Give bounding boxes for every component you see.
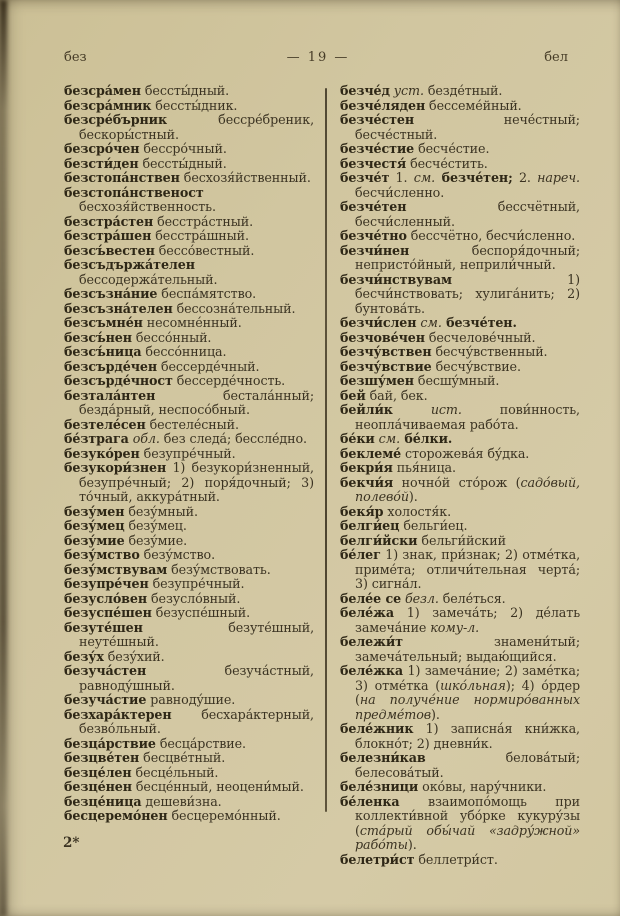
translation-text: ); 4) о́рдер ( (355, 677, 580, 707)
headword: безсъзна́телен (64, 300, 173, 316)
headword: безу́мствувам (64, 561, 168, 577)
dictionary-entry (340, 853, 580, 868)
headword: белги́йски (340, 532, 418, 548)
dictionary-entry (64, 432, 314, 447)
usage-label: на получе́ние нормиро́ванных предме́тов (355, 692, 580, 722)
running-head-right: бел (544, 50, 568, 65)
translation-text: дешеви́зна. (141, 793, 222, 809)
translation-text: взаимопо́мощь при коллекти́вной убо́рке кукуру́зы ( (355, 793, 580, 838)
translation-text: бай, бек. (365, 387, 428, 403)
headword: безстра́стен (64, 213, 154, 229)
headword: безусло́вен (64, 590, 148, 606)
translation-text: бессерде́чный. (157, 358, 260, 374)
dictionary-entry (64, 780, 314, 795)
headword: белезни́кав (340, 750, 426, 765)
translation-text: бессеме́йный. (425, 97, 522, 113)
dictionary-entry (64, 186, 314, 215)
headword: безчу́вствен (340, 344, 432, 359)
dictionary-entry (340, 316, 580, 331)
translation-text: бесхозя́йственность. (79, 199, 216, 214)
headword: безуча́стен (64, 663, 147, 678)
dictionary-entry (340, 664, 580, 722)
usage-label: см. (413, 170, 436, 185)
translation-text: бесхара́ктерный, безво́льный. (79, 706, 314, 736)
translation-text: безде́тный. (423, 83, 503, 98)
dictionary-entry (340, 142, 580, 157)
dictionary-entry (64, 345, 314, 360)
headword: белги́ец (340, 518, 400, 533)
dictionary-entry (340, 751, 580, 780)
translation-text: бессро́чный. (139, 141, 227, 156)
translation-text: бесчелове́чный. (424, 329, 536, 345)
dictionary-entry (340, 374, 580, 389)
dictionary-entry (64, 708, 314, 737)
translation-text: бесчи́сленно. (355, 184, 445, 200)
headword: безчи́слен (340, 315, 417, 330)
dictionary-entry (64, 577, 314, 592)
translation-text: безу́хий. (103, 648, 165, 664)
headword: безу́мство (64, 547, 140, 562)
translation-text: бесчу́вствие. (431, 358, 521, 374)
dictionary-entry (64, 650, 314, 665)
headword: бе́лки. (400, 431, 453, 446)
translation-text: бесстра́шный. (151, 228, 249, 243)
usage-label: см. (374, 431, 401, 446)
headword: безсъмне́н (64, 315, 143, 330)
headword: беле́зници (340, 779, 419, 794)
dictionary-entry (64, 418, 314, 433)
headword: безуте́шен (64, 619, 143, 635)
translation-text: 1) записна́я кни́жка, блокно́т; 2) дневни́к. (355, 721, 580, 751)
translation-text: бессчётный, бесчи́сленный. (355, 199, 580, 229)
headword: безукори́знен (64, 460, 167, 475)
dictionary-entry (340, 635, 580, 664)
headword: безшу́мен (340, 373, 414, 388)
dictionary-entry (64, 157, 314, 172)
dictionary-entry (340, 345, 580, 360)
dictionary-entry (340, 432, 580, 447)
page-number: — 19 — (286, 50, 350, 65)
usage-label: ист. (392, 402, 462, 417)
headword: безче́стен (340, 112, 415, 127)
headword: беклеме́ (340, 445, 402, 461)
translation-text: 1) замеча́ние; 2) заме́тка; 3) отме́тка ( (355, 663, 580, 693)
headword: беле́жник (340, 721, 414, 736)
headword: безсъ́ница (64, 344, 142, 359)
translation-text: бестеле́сный. (145, 416, 239, 432)
dictionary-entry (64, 171, 314, 186)
translation-text: безу́мствовать. (167, 561, 271, 577)
usage-label: обл. (128, 431, 160, 446)
translation-text: 1) безукори́зненный, безупре́чный; 2) поря́дочный; 3) то́чный, аккура́тный. (79, 460, 314, 504)
translation-text: бесчу́вственный. (431, 344, 548, 359)
headword: безчи́нствувам (340, 271, 452, 287)
headword: безче́тен; (435, 170, 513, 185)
translation-text: бессозна́тельный. (172, 300, 296, 316)
translation-text: ). (431, 706, 440, 722)
translation-text: бесцеремо́нный. (167, 808, 281, 823)
translation-text: холостя́к. (383, 503, 452, 519)
dictionary-entry (64, 519, 314, 534)
headword: безцве́тен (64, 750, 140, 765)
translation-text: беспоря́дочный; непристо́йный, неприли́чный. (355, 242, 580, 272)
dictionary-entry (340, 592, 580, 607)
headword: безсъ́вестен (64, 242, 155, 258)
dictionary-entry (64, 302, 314, 317)
headword: безче́тен. (441, 315, 517, 330)
translation-text: 1) замеча́ть; 2) де́лать замеча́ние (355, 605, 580, 635)
translation-text: бесхозя́йственный. (179, 170, 311, 185)
headword: безче́ляден (340, 97, 426, 113)
headword: безсре́бърник (64, 112, 168, 127)
translation-text: несомне́нный. (142, 315, 242, 330)
translation-text: ночно́й сто́рож ( (393, 474, 521, 490)
headword: безце́ница (64, 793, 142, 809)
translation-text: 2. (512, 170, 538, 185)
translation-text: равноду́шие. (146, 692, 236, 707)
translation-text: беле́ться. (438, 590, 506, 606)
dictionary-entry (340, 548, 580, 592)
headword: бекя́р (340, 503, 384, 519)
headword: бейли́к (340, 402, 393, 417)
headword: безче́т (340, 170, 390, 185)
usage-label: садо́вый, полево́й (355, 474, 580, 504)
dictionary-entry (64, 244, 314, 259)
translation-text: безу́мный. (124, 503, 198, 519)
headword: бе́лег (340, 547, 381, 562)
translation-text: бессчётно, бесчи́сленно. (406, 228, 576, 243)
dictionary-entry (64, 374, 314, 389)
translation-text: бессты́дный. (140, 83, 230, 98)
headword: белетри́ст (340, 851, 415, 867)
dictionary-entry (64, 809, 314, 824)
dictionary-entry (64, 534, 314, 549)
headword: бе́ленка (340, 793, 400, 809)
headword: безу́мие (64, 532, 125, 548)
dictionary-entry (64, 215, 314, 230)
headword: безупре́чен (64, 576, 149, 591)
dictionary-entry (64, 447, 314, 462)
translation-text: безупре́чный. (139, 445, 236, 461)
headword: безуспе́шен (64, 605, 152, 620)
dictionary-entry (64, 360, 314, 375)
headword: безсра́мен (64, 83, 141, 98)
translation-text: без следа́; бессле́дно. (159, 431, 307, 446)
dictionary-entry (340, 331, 580, 346)
headword: безче́стие (340, 141, 415, 156)
dictionary-entry (340, 534, 580, 549)
translation-text: безу́мие. (124, 532, 188, 548)
translation-text: беспа́мятство. (157, 286, 257, 301)
headword: безстопа́нствен (64, 170, 180, 185)
dictionary-entry (64, 258, 314, 287)
usage-label: уст. (389, 83, 424, 98)
headword: безстра́шен (64, 228, 152, 243)
translation-text: бестала́нный; безда́рный, неспосо́бный. (79, 387, 314, 417)
dictionary-entry (64, 795, 314, 810)
headword: безца́рствие (64, 735, 156, 751)
translation-text: бессре́бреник, бескоры́стный. (79, 112, 314, 142)
dictionary-entry (340, 113, 580, 142)
dictionary-entry (64, 505, 314, 520)
headword: безуча́стие (64, 692, 147, 707)
translation-text: безуте́шный, неуте́шный. (79, 619, 314, 649)
headword: безу́мец (64, 518, 125, 533)
dictionary-entry (340, 273, 580, 317)
dictionary-entry (64, 99, 314, 114)
usage-label: нареч. (537, 170, 580, 185)
translation-text: бесстра́стный. (153, 213, 254, 229)
headword: безсра́мник (64, 97, 152, 113)
dictionary-entry (64, 592, 314, 607)
dictionary-entry (64, 229, 314, 244)
dictionary-entry (340, 157, 580, 172)
translation-text: бессо́нница. (141, 344, 227, 359)
headword: безсърде́чност (64, 373, 173, 388)
headword: безсърде́чен (64, 358, 158, 374)
translation-text: безуча́стный, равноду́шный. (79, 663, 314, 693)
translation-text: бесца́рствие. (155, 735, 246, 751)
dictionary-entry (64, 113, 314, 142)
dictionary-entry (64, 766, 314, 781)
translation-text: бессты́дник. (151, 97, 238, 113)
translation-text: белова́тый; белесова́тый. (355, 750, 580, 780)
headword: бекри́я (340, 460, 393, 475)
headword: бележи́т (340, 634, 403, 649)
right-column (340, 84, 580, 867)
signature-mark: 2* (63, 835, 80, 851)
dictionary-entry (64, 389, 314, 418)
headword: безсти́ден (64, 155, 139, 171)
translation-text: ). (408, 489, 418, 504)
dictionary-entry (64, 621, 314, 650)
translation-text: 1) бесчи́нствовать; хулига́нить; 2) бунтова́ть. (355, 271, 580, 316)
translation-text: ). (407, 837, 417, 852)
dictionary-entry (64, 737, 314, 752)
translation-text: бельги́йский (417, 532, 506, 548)
translation-text: бесче́стить. (406, 155, 488, 171)
translation-text: бессодержа́тельный. (79, 271, 218, 287)
headword: беле́е се (340, 590, 402, 606)
dictionary-entry (64, 142, 314, 157)
scan-edge-shadow (0, 0, 7, 916)
translation-text: бессерде́чность. (172, 373, 286, 388)
running-head-left: без (64, 50, 87, 65)
dictionary-entry (64, 563, 314, 578)
headword: бей (340, 387, 366, 403)
translation-text: сторожева́я бу́дка. (401, 445, 530, 461)
dictionary-entry (340, 389, 580, 404)
translation-text: бесце́льный. (131, 764, 219, 780)
dictionary-entry (340, 795, 580, 853)
dictionary-entry (340, 244, 580, 273)
headword: безтала́нтен (64, 387, 156, 403)
dictionary-entry (340, 99, 580, 114)
translation-text: бессо́нный. (131, 329, 212, 345)
headword: безтеле́сен (64, 416, 146, 432)
dictionary-entry (340, 360, 580, 375)
translation-text: пья́ница. (392, 460, 456, 475)
translation-text: бельги́ец. (399, 518, 468, 533)
translation-text: бесшу́мный. (413, 373, 500, 388)
dictionary-entry (340, 780, 580, 795)
usage-label: см. (416, 315, 442, 330)
translation-text: беллетри́ст. (414, 851, 498, 867)
translation-text: 1. (389, 170, 414, 185)
translation-text: бесче́стие. (414, 141, 490, 156)
translation-text: пови́нность, неопла́чиваемая рабо́та. (355, 402, 580, 432)
headword: безсро́чен (64, 141, 140, 156)
dictionary-entry (64, 693, 314, 708)
dictionary-entry (340, 171, 580, 200)
translation-text: безусло́вный. (147, 590, 241, 606)
dictionary-entry (340, 461, 580, 476)
dictionary-entry (64, 331, 314, 346)
usage-label: безл. (401, 590, 439, 606)
translation-text: безу́мство. (139, 547, 216, 562)
translation-text: бессо́вестный. (154, 242, 255, 258)
dictionary-entry (64, 664, 314, 693)
headword: безу́мен (64, 503, 125, 519)
headword: безхара́ктерен (64, 706, 172, 722)
dictionary-entry (340, 447, 580, 462)
dictionary-entry (64, 84, 314, 99)
headword: беле́жка (340, 663, 404, 678)
headword: безце́лен (64, 764, 132, 780)
translation-text: безуспе́шный. (151, 605, 251, 620)
translation-text: безу́мец. (124, 518, 187, 533)
translation-text: око́вы, нару́чники. (418, 779, 547, 794)
headword: бе́зтрага (64, 431, 129, 446)
page-header (64, 50, 582, 68)
headword: безчи́нен (340, 242, 410, 258)
dictionary-entry (340, 722, 580, 751)
headword: безчове́чен (340, 329, 425, 345)
usage-label: кому-л. (430, 619, 480, 635)
dictionary-entry (64, 461, 314, 505)
dictionary-columns (64, 84, 580, 867)
usage-label: ста́рый обы́чай «задру́жной» рабо́ты (355, 822, 580, 852)
headword: безсъзна́ние (64, 286, 158, 301)
dictionary-entry (340, 200, 580, 229)
headword: безче́д (340, 83, 390, 98)
headword: безсъ́нен (64, 329, 132, 345)
dictionary-entry (340, 476, 580, 505)
dictionary-entry (340, 84, 580, 99)
translation-text: нече́стный; бесче́стный. (355, 112, 580, 142)
dictionary-entry (64, 751, 314, 766)
dictionary-entry (340, 606, 580, 635)
headword: бекчи́я (340, 474, 394, 490)
headword: безсъдържа́телен (64, 257, 195, 272)
dictionary-entry (340, 403, 580, 432)
dictionary-entry (340, 229, 580, 244)
headword: безстопа́нственост (64, 184, 204, 200)
translation-text: безупре́чный. (148, 576, 245, 591)
translation-text: знамени́тый; замеча́тельный; выдаю́щийся. (355, 634, 580, 664)
translation-text: бесце́нный, неоцени́мый. (131, 779, 304, 794)
headword: безу́х (64, 648, 104, 664)
headword: беле́жа (340, 605, 394, 620)
translation-text: 1) знак, при́знак; 2) отме́тка, приме́та; отличи́тельная черта́; 3) сигна́л. (355, 547, 580, 591)
dictionary-entry (64, 316, 314, 331)
dictionary-entry (64, 606, 314, 621)
dictionary-entry (64, 548, 314, 563)
headword: бесцеремо́нен (64, 808, 168, 823)
left-column (64, 84, 314, 867)
headword: безче́тен (340, 199, 407, 214)
translation-text: бессты́дный. (138, 155, 227, 171)
headword: безуко́рен (64, 445, 140, 461)
dictionary-entry (340, 519, 580, 534)
dictionary-entry (340, 505, 580, 520)
headword: бе́ки (340, 431, 375, 446)
headword: безце́нен (64, 779, 132, 794)
headword: безчу́вствие (340, 358, 432, 374)
translation-text: бесцве́тный. (139, 750, 226, 765)
usage-label: шко́льная (440, 677, 506, 693)
headword: безчестя́ (340, 155, 407, 171)
headword: безче́тно (340, 228, 407, 243)
dictionary-entry (64, 287, 314, 302)
